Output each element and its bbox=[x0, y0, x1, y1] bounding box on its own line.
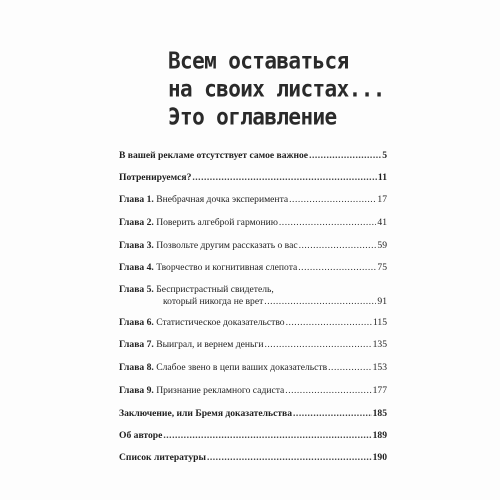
toc-entry-chapter-1 bbox=[119, 194, 387, 206]
toc-entry-title: Потренируемся? bbox=[119, 172, 192, 183]
toc-entry-title: В вашей рекламе отсутствует самое важное bbox=[119, 150, 309, 161]
toc-leader-dots bbox=[328, 362, 371, 374]
toc-entry-page: 5 bbox=[382, 150, 387, 161]
toc-entry-title: Об авторе bbox=[119, 430, 163, 441]
heading-line-3: Это оглавление bbox=[168, 103, 337, 130]
toc-leader-dots bbox=[289, 194, 376, 206]
toc-entry-title: Слабое звено в цепи ваших доказательств bbox=[156, 362, 328, 373]
toc-entry-page: 185 bbox=[372, 408, 387, 419]
toc-entry-practice bbox=[119, 172, 387, 184]
toc-entry-chapter-4 bbox=[119, 262, 387, 274]
toc-entry-title: Признание рекламного садиста bbox=[156, 385, 285, 396]
toc-entry-title: Заключение, или Бремя доказательства bbox=[119, 408, 293, 419]
toc-chapter-label: Глава 2. bbox=[119, 217, 154, 228]
toc-entry-page: 59 bbox=[377, 240, 387, 251]
toc-entry-page: 153 bbox=[372, 362, 387, 373]
toc-entry-title: Творчество и когнитивная слепота bbox=[156, 262, 298, 273]
toc-entry-page: 75 bbox=[377, 262, 387, 273]
toc-leader-dots bbox=[298, 262, 376, 274]
toc-chapter-label: Глава 9. bbox=[119, 385, 154, 396]
toc-entry-title: Позвольте другим рассказать о вас bbox=[156, 240, 298, 251]
toc-leader-dots bbox=[285, 385, 371, 397]
toc-entry-title: Выиграл, и вернем деньги bbox=[156, 339, 264, 350]
toc-entry-page: 177 bbox=[372, 385, 387, 396]
toc-leader-dots bbox=[293, 408, 372, 420]
toc-chapter-label: Глава 1. bbox=[119, 194, 154, 205]
toc-entry-title: Беспристрастный свидетель, bbox=[156, 284, 274, 295]
toc-leader-dots bbox=[163, 430, 371, 442]
toc-chapter-label: Глава 4. bbox=[119, 262, 154, 273]
toc-entry-title: Статистическое доказательство bbox=[156, 317, 285, 328]
toc-leader-dots bbox=[264, 296, 376, 308]
toc-entry-page: 17 bbox=[377, 194, 387, 205]
toc-entry-title: Поверить алгеброй гармонию bbox=[156, 217, 278, 228]
toc-chapter-label: Глава 5. bbox=[119, 284, 154, 295]
toc-chapter-label: Глава 7. bbox=[119, 339, 154, 350]
toc-leader-dots bbox=[286, 317, 372, 329]
contents-heading bbox=[168, 47, 408, 131]
toc-entry-page: 91 bbox=[377, 296, 387, 307]
toc-entry-chapter-7 bbox=[119, 339, 387, 351]
toc-entry-page: 11 bbox=[377, 172, 387, 183]
toc-entry-chapter-9 bbox=[119, 385, 387, 397]
toc-entry-about-author bbox=[119, 430, 387, 442]
table-of-contents bbox=[119, 150, 387, 463]
toc-leader-dots bbox=[279, 217, 377, 229]
heading-line-2: на своих листах... bbox=[168, 75, 385, 102]
toc-entry-intro bbox=[119, 150, 387, 162]
toc-leader-dots bbox=[192, 172, 377, 184]
toc-entry-chapter-8 bbox=[119, 362, 387, 374]
toc-entry-title: Внебрачная дочка эксперимента bbox=[156, 194, 289, 205]
toc-chapter-label: Глава 6. bbox=[119, 317, 154, 328]
toc-leader-dots bbox=[309, 150, 381, 162]
toc-leader-dots bbox=[264, 339, 371, 351]
toc-chapter-label: Глава 8. bbox=[119, 362, 154, 373]
toc-entry-title-continued: который никогда не врет bbox=[163, 296, 264, 307]
toc-leader-dots bbox=[207, 452, 372, 464]
toc-entry-chapter-3 bbox=[119, 240, 387, 252]
toc-leader-dots bbox=[299, 240, 377, 252]
toc-chapter-label: Глава 3. bbox=[119, 240, 154, 251]
toc-entry-page: 41 bbox=[377, 217, 387, 228]
toc-entry-page: 115 bbox=[372, 317, 387, 328]
toc-entry-page: 190 bbox=[372, 452, 387, 463]
toc-entry-page: 135 bbox=[372, 339, 387, 350]
toc-entry-conclusion bbox=[119, 408, 387, 420]
toc-entry-title: Список литературы bbox=[119, 452, 206, 463]
toc-entry-chapter-2 bbox=[119, 217, 387, 229]
toc-entry-chapter-5 bbox=[119, 284, 387, 308]
toc-entry-references bbox=[119, 452, 387, 464]
toc-entry-chapter-6 bbox=[119, 317, 387, 329]
heading-line-1: Всем оставаться bbox=[168, 47, 349, 74]
toc-entry-page: 189 bbox=[372, 430, 387, 441]
